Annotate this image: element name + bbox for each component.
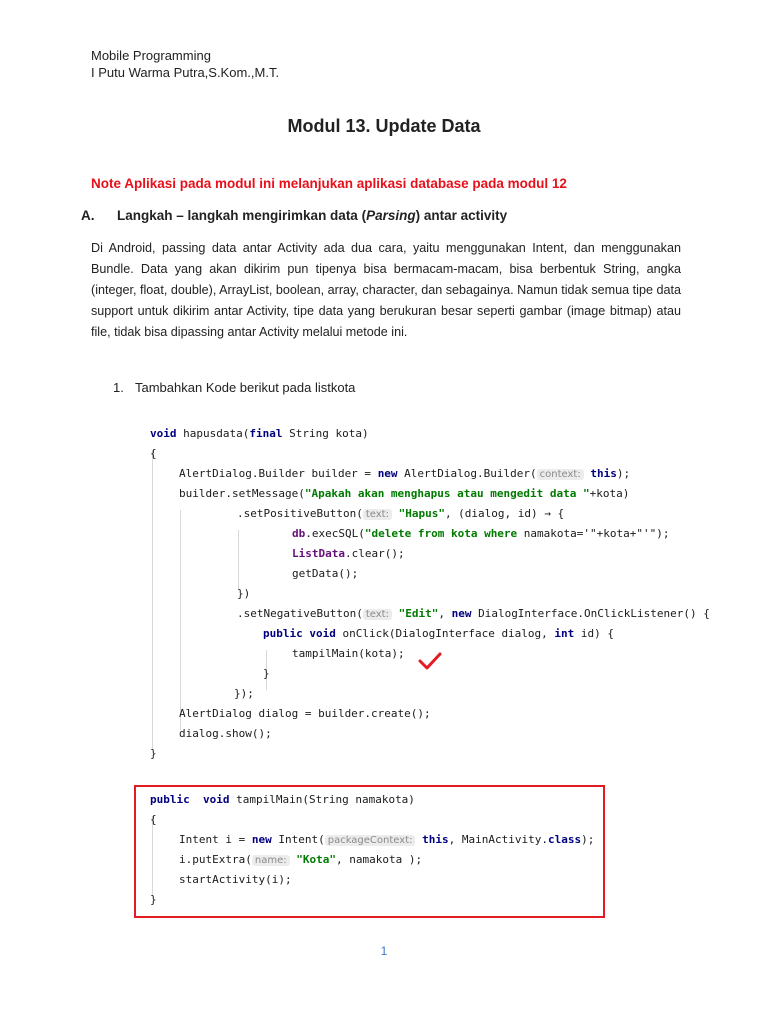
code-line: void hapusdata(final String kota): [150, 427, 369, 440]
code-line: }: [150, 747, 157, 760]
section-heading: [81, 208, 507, 223]
code-line: }: [263, 667, 270, 680]
code-line: }: [150, 893, 157, 906]
param-hint: packageContext:: [325, 835, 416, 846]
intro-paragraph: Di Android, passing data antar Activity ada dua cara, yaitu menggunakan Intent, dan menggunakan Bundle. Data yang akan dikirim pun tipenya bisa bermacam-macam, bisa berbentuk String, angka (integer, float, double), ArrayList, boolean, array, character, dan sebagainya. Namun tidak semua tipe data support untuk dikirim antar Activity, tipe data yang berukuran besar seperti gambar (image bitmap) atau file, tidak bisa dipassing antar Activity melalui metode ini.: [91, 241, 681, 339]
code-line: AlertDialog.Builder builder = new AlertDialog.Builder( context: this);: [179, 467, 631, 480]
indent-guide: [238, 530, 239, 590]
code-line: builder.setMessage("Apakah akan menghapus atau mengedit data "+kota): [179, 487, 630, 500]
code-line: .setPositiveButton( text: "Hapus", (dialog, id) → {: [237, 507, 565, 520]
code-line: Intent i = new Intent( packageContext: this, MainActivity.class);: [179, 833, 595, 846]
param-hint: text:: [363, 609, 392, 620]
note-text: Note Aplikasi pada modul ini melanjukan aplikasi database pada modul 12: [91, 176, 567, 191]
course-name: Mobile Programming: [91, 48, 211, 63]
author-name: I Putu Warma Putra,S.Kom.,M.T.: [91, 65, 280, 80]
code-line: startActivity(i);: [179, 873, 292, 886]
param-hint: text:: [363, 509, 392, 520]
code-line: i.putExtra( name: "Kota", namakota );: [179, 853, 423, 866]
code-line: dialog.show();: [179, 727, 272, 740]
step-number: 1.: [113, 380, 124, 395]
page-number: 1: [380, 944, 388, 958]
page-title: Modul 13. Update Data: [287, 116, 481, 136]
param-hint: name:: [252, 855, 290, 866]
code-line: AlertDialog dialog = builder.create();: [179, 707, 431, 720]
step-item: [113, 380, 355, 395]
section-text-after: ) antar activity: [415, 208, 508, 223]
code-line: {: [150, 447, 157, 460]
code-line: tampilMain(kota);: [292, 647, 405, 660]
section-letter: A.: [81, 208, 95, 223]
code-line: getData();: [292, 567, 359, 580]
code-line: public void onClick(DialogInterface dialog, int id) {: [263, 627, 615, 640]
step-text: Tambahkan Kode berikut pada listkota: [135, 380, 356, 395]
section-text-before: Langkah – langkah mengirimkan data (: [117, 208, 367, 223]
param-hint: context:: [537, 469, 584, 480]
code-line: });: [234, 687, 254, 700]
code-line: {: [150, 813, 157, 826]
code-line: ListData.clear();: [292, 547, 405, 560]
indent-guide: [152, 450, 153, 750]
document-header: [91, 47, 279, 81]
code-line: .setNegativeButton( text: "Edit", new DialogInterface.OnClickListener() {: [237, 607, 710, 620]
code-line: public void tampilMain(String namakota): [150, 793, 415, 806]
indent-guide: [180, 510, 181, 730]
checkmark-icon: [418, 651, 442, 671]
code-line: }): [237, 587, 251, 600]
indent-guide: [152, 816, 153, 896]
code-line: db.execSQL("delete from kota where namakota='"+kota+"'");: [292, 527, 670, 540]
section-text-italic: Parsing: [366, 208, 416, 223]
